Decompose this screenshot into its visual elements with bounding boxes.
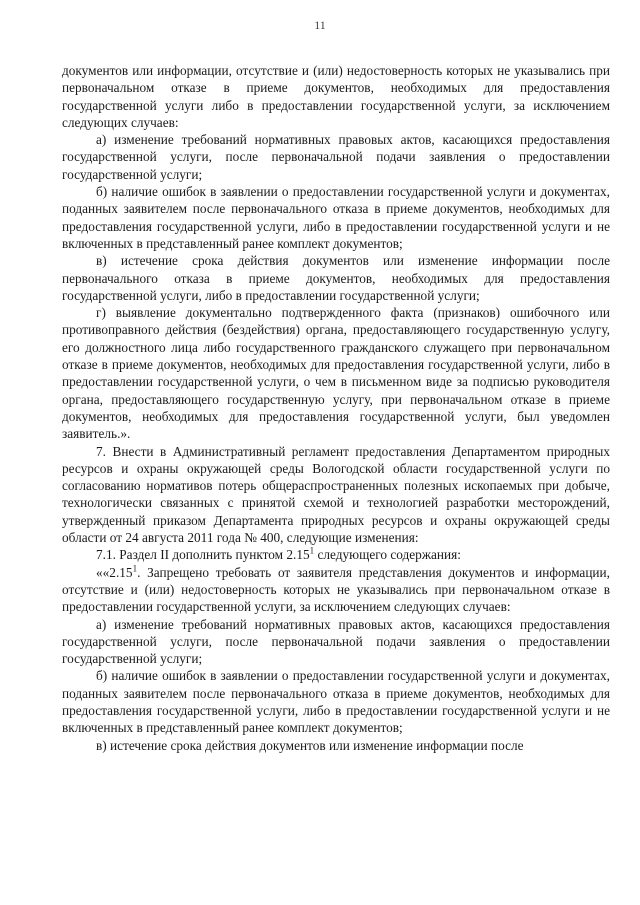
paragraph-item-g: г) выявление документально подтвержденного факта (признаков) ошибочного или противоправного действия (бездействия) органа, предоставляющего государственную услугу, его должностного лица либо государственного гражданского служащего при первоначальном отказе в приеме документов, необходимых для предоставления государственной услуги, либо в предоставлении государственной услуги, о чем в письменном виде за подписью руководителя органа, предоставляющего государственную услугу, при первоначальном отказе в приеме документов, необходимых для предоставления государственной услуги, был уведомлен заявитель.». — [62, 305, 610, 442]
paragraph-section-7: 7. Внести в Административный регламент предоставления Департаментом природных ресурсов и охраны окружающей среды Вологодской области государственной услуги по согласованию нормативов потерь общераспространенных полезных ископаемых при добыче, технологически связанных с принятой схемой и технологией разработки месторождений, утвержденный приказом Департамента природных ресурсов и охраны окружающей среды области от 24 августа 2011 года № 400, следующие изменения: — [62, 443, 610, 546]
body-text — [62, 62, 610, 754]
paragraph-item-7-1 — [62, 546, 610, 563]
item-7-1-text-end: следующего содержания: — [314, 547, 461, 563]
item-2-15-superscript: 1 — [132, 563, 138, 574]
item-7-1-text: 7.1. Раздел II дополнить пунктом 2.15 — [96, 547, 310, 563]
paragraph-item-v-2: в) истечение срока действия документов или изменение информации после — [96, 737, 524, 753]
paragraph-item-b-2: б) наличие ошибок в заявлении о предоставлении государственной услуги и документах, поданных заявителем после первоначального отказа в приеме документов, необходимых для предоставления государственной услуги, либо в предоставлении государственной услуги и не включенных в представленный ранее комплект документов; — [62, 668, 610, 736]
item-2-15-text-end: . Запрещено требовать от заявителя представления документов и информации, отсутствие и (или) недостоверность которых не указывались при первоначальном отказе в предоставлении государственной услуги, за исключением следующих случаев: — [62, 564, 610, 615]
page-number: 11 — [314, 18, 326, 32]
paragraph-item-b: б) наличие ошибок в заявлении о предоставлении государственной услуги и документах, поданных заявителем после первоначального отказа в приеме документов, необходимых для предоставления государственной услуги, либо в предоставлении государственной услуги и не включенных в представленный ранее комплект документов; — [62, 184, 610, 251]
paragraph-item-a: а) изменение требований нормативных правовых актов, касающихся предоставления государственной услуги, после первоначальной подачи заявления о предоставлении государственной услуги; — [62, 132, 610, 182]
item-2-15-text: ««2.15 — [96, 564, 133, 580]
paragraph-item-v: в) истечение срока действия документов или изменение информации после первоначального отказа в приеме документов, необходимых для предоставления государственной услуги, либо в предоставлении государственной услуги; — [62, 253, 610, 303]
paragraph-continuation: документов или информации, отсутствие и (или) недостоверность которых не указывались при первоначальном отказе в приеме документов, необходимых для предоставления государственной услуги либо в предоставлении государственной услуги, за исключением следующих случаев: — [62, 63, 610, 130]
paragraph-item-2-15-1 — [62, 564, 610, 616]
item-7-1-superscript: 1 — [309, 545, 315, 556]
paragraph-item-a-2: а) изменение требований нормативных правовых актов, касающихся предоставления государственной услуги, после первоначальной подачи заявления о предоставлении государственной услуги; — [62, 616, 610, 667]
